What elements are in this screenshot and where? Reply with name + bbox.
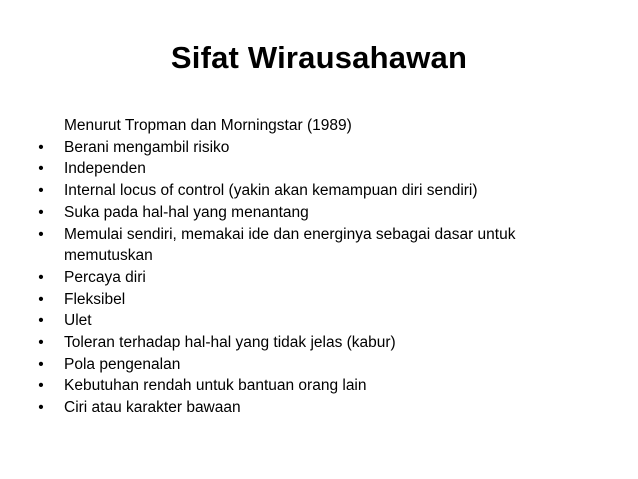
bullet-text: Percaya diri (64, 268, 146, 286)
bullet-icon: • (38, 225, 44, 243)
intro-text: Menurut Tropman dan Morningstar (1989) (64, 117, 352, 134)
bullet-text: Kebutuhan rendah untuk bantuan orang lain (64, 377, 367, 395)
bullet-text: Ulet (64, 312, 92, 330)
bullet-text: Independen (64, 160, 146, 178)
bullet-text: Pola pengenalan (64, 355, 181, 373)
bullet-icon: • (38, 355, 44, 373)
bullet-icon: • (38, 377, 44, 395)
bullet-item (38, 354, 564, 376)
bullet-item (38, 158, 564, 180)
bullet-item (38, 137, 564, 159)
bullet-icon: • (38, 334, 44, 352)
bullet-text: Toleran terhadap hal-hal yang tidak jelas (kabur) (64, 334, 396, 352)
bullet-icon: • (38, 268, 44, 286)
bullet-icon: • (38, 399, 44, 417)
bullet-icon: • (38, 138, 44, 156)
bullet-item (38, 202, 564, 224)
bullet-text: Internal locus of control (yakin akan kemampuan diri sendiri) (64, 182, 478, 200)
bullet-icon: • (38, 160, 44, 178)
bullet-text: Berani mengambil risiko (64, 138, 230, 156)
bullet-item (38, 224, 564, 267)
bullet-item (38, 310, 564, 332)
bullet-item (38, 289, 564, 311)
slide-title: Sifat Wirausahawan (170, 40, 468, 75)
bullet-list (38, 137, 564, 419)
bullet-item (38, 180, 564, 202)
slide-body (38, 115, 564, 419)
bullet-icon: • (38, 290, 44, 308)
bullet-icon: • (38, 182, 44, 200)
bullet-icon: • (38, 203, 44, 221)
bullet-text: Suka pada hal-hal yang menantang (64, 203, 309, 221)
bullet-item (38, 375, 564, 397)
bullet-text: Fleksibel (64, 290, 126, 308)
bullet-item (38, 332, 564, 354)
bullet-text: Ciri atau karakter bawaan (64, 399, 241, 417)
bullet-item (38, 267, 564, 289)
bullet-item (38, 397, 564, 419)
bullet-icon: • (38, 312, 44, 330)
bullet-text: Memulai sendiri, memakai ide dan energinya sebagai dasar untuk memutuskan (64, 225, 516, 265)
